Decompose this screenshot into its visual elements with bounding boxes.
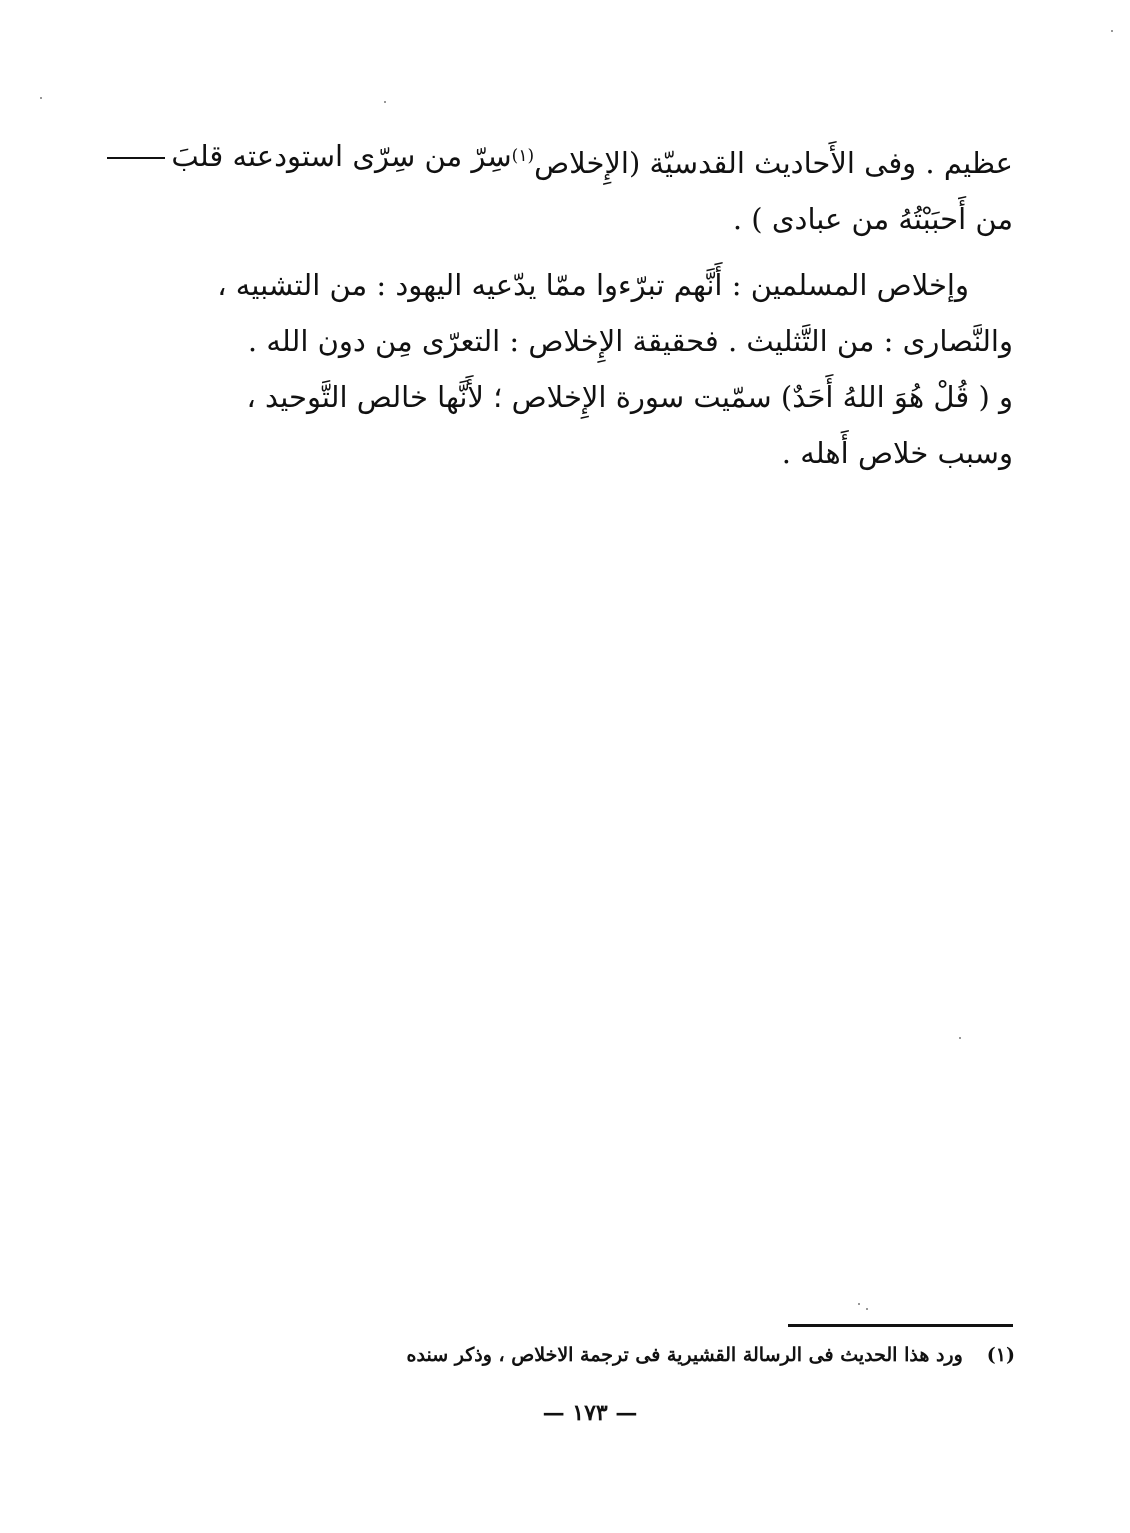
- main-text-block: [120, 128, 1013, 481]
- footnote-text: ورد هذا الحديث فى الرسالة القشيرية فى ترجمة الاخلاص ، وذكر سنده: [406, 1344, 963, 1366]
- text-line-6: وسبب خلاص أَهله .: [781, 436, 1013, 470]
- text-line-2: من أَحبَبْتُهُ من عبادى ) .: [732, 202, 1013, 236]
- text-line-5: و ( قُلْ هُوَ اللهُ أَحَدٌ) سمّيت سورة الإِخلاص ؛ لأَنَّها خالص التَّوحيد ،: [246, 380, 1013, 414]
- scan-speck: [384, 101, 386, 103]
- scan-speck: [1111, 30, 1113, 32]
- text-line-1: [120, 128, 1013, 191]
- footnote-number: (١): [986, 1344, 1015, 1366]
- line1-end-text: سِرّ من سِرّى استودعته قلبَ: [171, 139, 512, 173]
- footnote-divider: [788, 1324, 1013, 1327]
- page-number: — ١٧٣ —: [542, 1400, 638, 1426]
- scan-speck: [866, 1308, 868, 1310]
- text-line-4: والنَّصارى : من التَّثليث . فحقيقة الإِخلاص : التعرّى مِن دون الله .: [247, 324, 1013, 358]
- footnote-reference: (١): [511, 146, 535, 166]
- continuation-rule: [107, 157, 165, 159]
- scan-speck: [959, 1037, 961, 1039]
- line1-first-part: [512, 128, 1013, 191]
- line1-second-part: [107, 128, 511, 191]
- text-line-3: وإخلاص المسلمين : أَنَّهم تبرّءوا ممّا يدّعيه اليهود : من التشبيه ،: [217, 268, 969, 302]
- footnote: [270, 1344, 1015, 1366]
- line1-start-text: عظيم . وفى الأَحاديث القدسيّة (الإِخلاص: [534, 146, 1013, 180]
- scan-speck: [858, 1303, 860, 1305]
- scan-speck: [40, 97, 42, 99]
